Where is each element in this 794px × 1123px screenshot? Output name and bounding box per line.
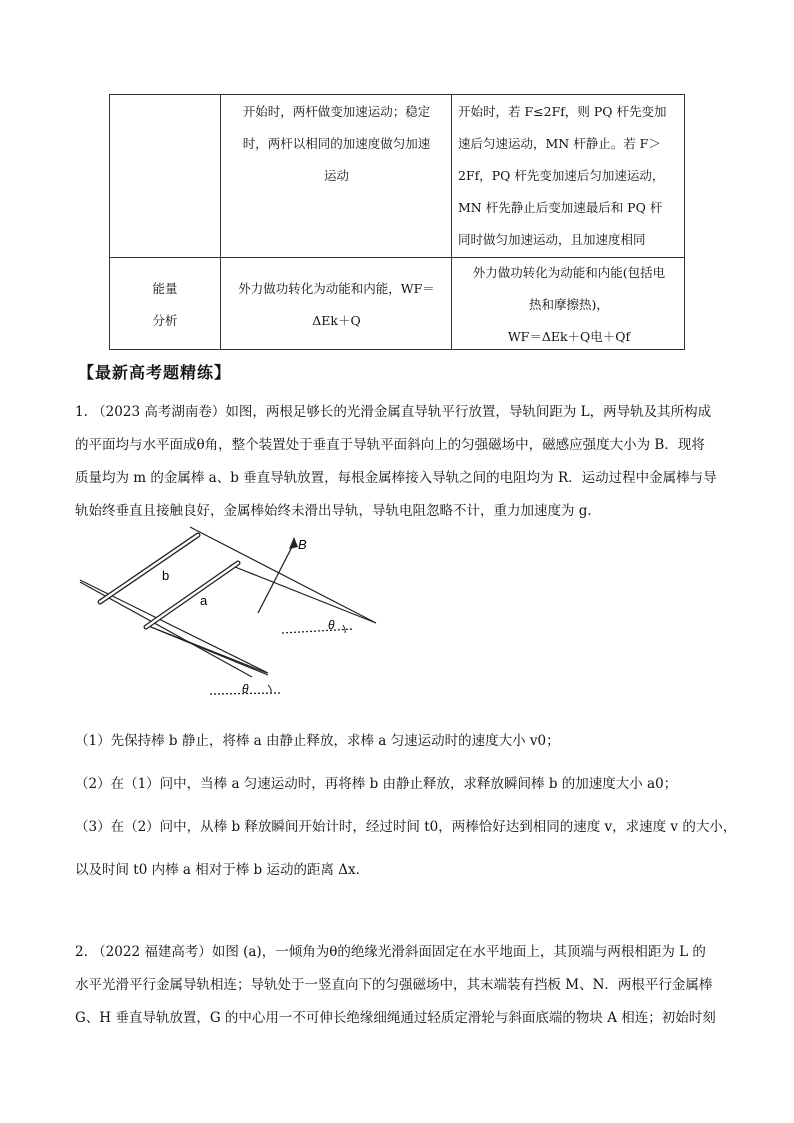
rod-b-highlight (100, 535, 198, 602)
text-line: 的平面均与水平面成θ角，整个装置处于垂直于导轨平面斜向上的匀强磁场中，磁感应强度大小为 B．现将 (75, 437, 705, 453)
text-line: 速后匀速运动，MN 杆静止。若 F＞ (458, 136, 661, 151)
angle-label-bottom: θ (242, 682, 249, 696)
text-line: ΔEk＋Q (312, 313, 361, 328)
table-row2-middle-cell (222, 273, 451, 337)
rod-b-label: b (162, 568, 170, 583)
text-line: 轨始终垂直且接触良好，金属棒始终未滑出导轨，导轨电阻忽略不计，重力加速度为 g． (75, 503, 601, 519)
horizontal-reference-top (282, 629, 353, 633)
text-line: 能量 (152, 281, 178, 296)
text-line: 2. （2022 福建高考）如图 (a)，一倾角为θ的绝缘光滑斜面固定在水平地面上，其顶端与两根相距为 L 的 (75, 944, 706, 960)
problem2-statement (75, 936, 716, 1035)
text-line: 开始时，若 F≤2Ff，则 PQ 杆先变加 (458, 104, 667, 119)
text-line: 分析 (152, 313, 178, 328)
comparison-table (109, 94, 685, 350)
table-row2-right-cell (454, 257, 684, 353)
field-label: B (298, 537, 307, 552)
text-line: 开始时，两杆做变加速运动；稳定 (242, 104, 431, 119)
section-heading: 【最新高考题精练】 (78, 363, 232, 382)
text-line: 1. （2023 高考湖南卷）如图，两根足够长的光滑金属直导轨平行放置，导轨间距为 L，两导轨及其所构成 (75, 404, 712, 420)
rails-figure (70, 525, 390, 705)
rod-a-label: a (200, 593, 208, 608)
field-arrow-head-icon (289, 537, 298, 549)
text-line: 同时做匀加速运动，且加速度相同 (458, 232, 646, 247)
text-line: 外力做功转化为动能和内能(包括电 (472, 265, 666, 280)
question-line: （2）在（1）问中，当棒 a 匀速运动时，再将棒 b 由静止释放，求释放瞬间棒 b 的加速度大小 a0； (75, 776, 678, 792)
angle-label-top: θ (328, 618, 335, 632)
text-line: WF＝ΔEk＋Q电＋Qf (507, 329, 631, 344)
rod-a-highlight (146, 563, 238, 627)
text-line: 运动 (323, 168, 349, 183)
question-line: （1）先保持棒 b 静止，将棒 a 由静止释放，求棒 a 匀速运动时的速度大小 v0； (75, 733, 560, 749)
question-line: （3）在（2）问中，从棒 b 释放瞬间开始计时，经过时间 t0，两棒恰好达到相同的速度 v，求速度 v 的大小， (75, 819, 737, 835)
text-line: 外力做功转化为动能和内能，WF＝ (238, 281, 435, 296)
angle-arc-bottom (268, 685, 271, 693)
text-line: 时，两杆以相同的加速度做匀加速 (242, 136, 431, 151)
text-line: 水平光滑平行金属导轨相连；导轨处于一竖直向下的匀强磁场中，其末端装有挡板 M、N．两根平行金属棒 (75, 977, 713, 993)
text-line: G、H 垂直导轨放置，G 的中心用一不可伸长绝缘细绳通过轻质定滑轮与斜面底端的物块 A 相连；初始时刻 (75, 1010, 716, 1026)
text-line: MN 杆先静止后变加速最后和 PQ 杆 (458, 200, 663, 215)
problem1-questions (75, 720, 736, 892)
question-line: 以及时间 t0 内棒 a 相对于棒 b 运动的距离 Δx． (75, 862, 370, 878)
rail-lower-edge-line (146, 625, 268, 675)
rail-mid-line (230, 565, 376, 623)
text-line: 质量均为 m 的金属棒 a、b 垂直导轨放置，每根金属棒接入导轨之间的电阻均为 R．运动过程中金属棒与导 (75, 470, 717, 486)
table-row1-middle-cell (222, 96, 451, 192)
table-row1-right-cell (458, 96, 682, 256)
table-divider-1 (220, 95, 221, 349)
table-row2-label-cell (110, 273, 220, 337)
text-line: 2Ff，PQ 杆先变加速后匀加速运动， (458, 168, 665, 183)
text-line: 热和摩擦热)， (529, 297, 609, 312)
problem1-statement (75, 396, 717, 528)
table-divider-2 (451, 95, 452, 349)
